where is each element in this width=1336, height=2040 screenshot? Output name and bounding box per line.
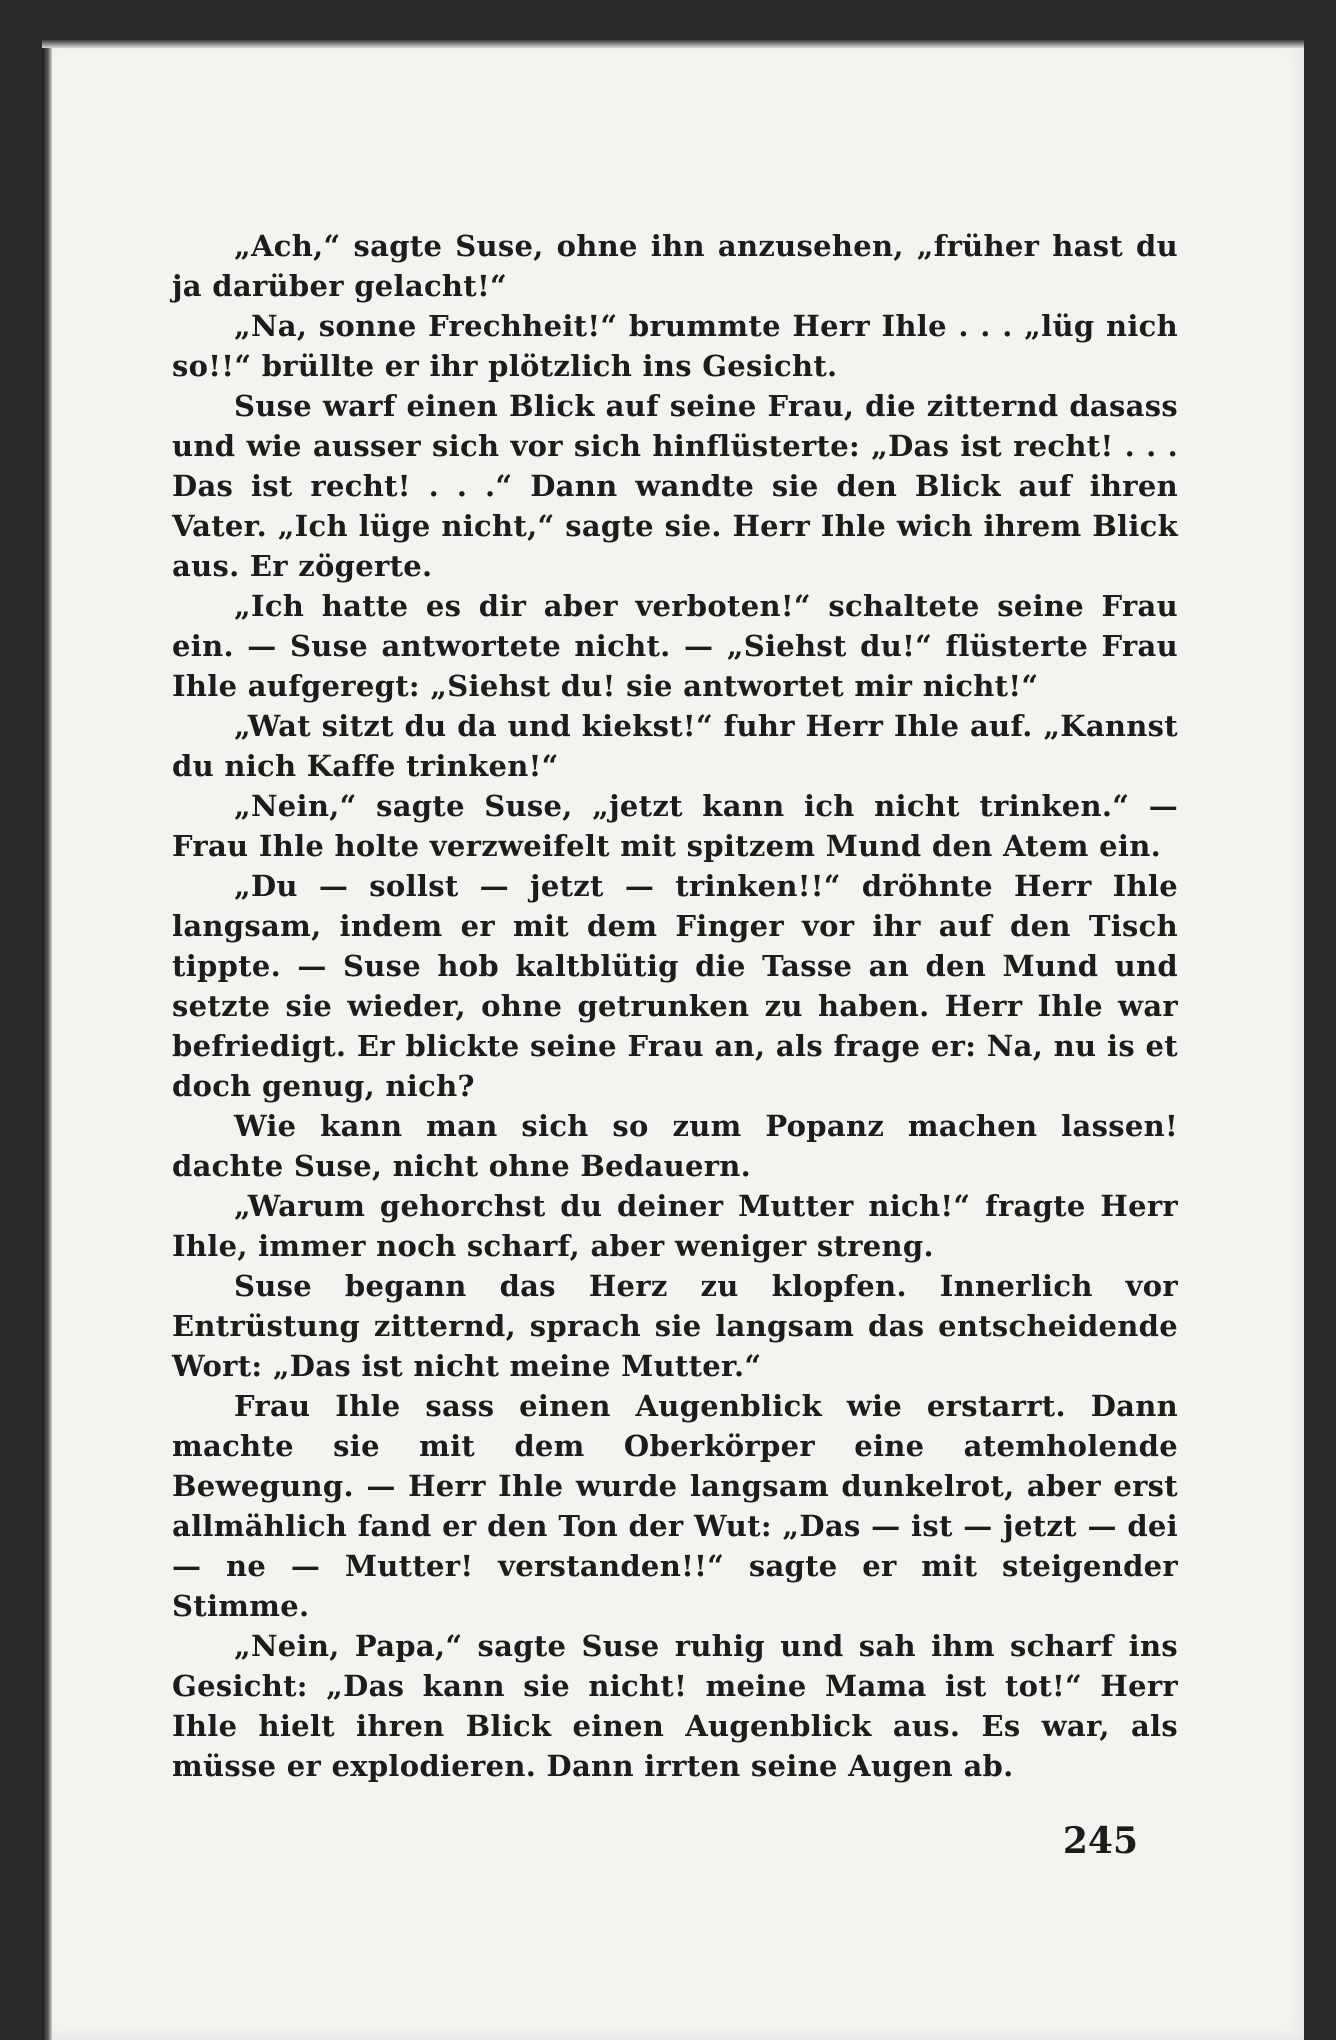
book-page bbox=[42, 40, 1304, 2040]
page-number: 245 bbox=[1062, 1820, 1138, 1862]
body-text bbox=[172, 226, 1178, 1786]
paragraph-5: „Wat sitzt du da und kiekst!“ fuhr Herr Ihle auf. „Kannst du nich Kaffe trinken!“ bbox=[172, 709, 1178, 783]
paragraph-9: „Warum gehorchst du deiner Mutter nich!“ fragte Herr Ihle, immer noch scharf, aber weniger streng. bbox=[172, 1189, 1178, 1263]
paragraph-1: „Ach,“ sagte Suse, ohne ihn anzusehen, „früher hast du ja darüber gelacht!“ bbox=[172, 229, 1178, 303]
book-spine bbox=[42, 40, 52, 2040]
paragraph-4: „Ich hatte es dir aber verboten!“ schaltete seine Frau ein. — Suse antwortete nicht. — „Siehst du!“ flüsterte Frau Ihle aufgeregt: „Siehst du! sie antwortet mir nicht!“ bbox=[172, 589, 1178, 703]
paragraph-3: Suse warf einen Blick auf seine Frau, die zitternd dasass und wie ausser sich vor sich hinflüsterte: „Das ist recht! . . . Das ist recht! . . .“ Dann wandte sie den Blick auf ihren Vater. „Ich lüge nicht,“ sagte sie. Herr Ihle wich ihrem Blick aus. Er zögerte. bbox=[172, 389, 1178, 583]
paragraph-7: „Du — sollst — jetzt — trinken!!“ dröhnte Herr Ihle langsam, indem er mit dem Finger vor ihr auf den Tisch tippte. — Suse hob kaltblütig die Tasse an den Mund und setzte sie wieder, ohne getrunken zu haben. Herr Ihle war befriedigt. Er blickte seine Frau an, als frage er: Na, nu is et doch genug, nich? bbox=[172, 869, 1178, 1103]
paragraph-6: „Nein,“ sagte Suse, „jetzt kann ich nicht trinken.“ — Frau Ihle holte verzweifelt mit spitzem Mund den Atem ein. bbox=[172, 789, 1178, 863]
paragraph-11: Frau Ihle sass einen Augenblick wie erstarrt. Dann machte sie mit dem Oberkörper eine atemholende Bewegung. — Herr Ihle wurde langsam dunkelrot, aber erst allmählich fand er den Ton der Wut: „Das — ist — jetzt — dei — ne — Mutter! verstanden!!“ sagte er mit steigender Stimme. bbox=[172, 1389, 1178, 1623]
paragraph-8: Wie kann man sich so zum Popanz machen lassen! dachte Suse, nicht ohne Bedauern. bbox=[172, 1109, 1178, 1183]
paragraph-10: Suse begann das Herz zu klopfen. Innerlich vor Entrüstung zitternd, sprach sie langsam das entscheidende Wort: „Das ist nicht meine Mutter.“ bbox=[172, 1269, 1178, 1383]
page-top-edge bbox=[42, 40, 1304, 48]
paragraph-12: „Nein, Papa,“ sagte Suse ruhig und sah ihm scharf ins Gesicht: „Das kann sie nicht! meine Mama ist tot!“ Herr Ihle hielt ihren Blick einen Augenblick aus. Es war, als müsse er explodieren. Dann irrten seine Augen ab. bbox=[172, 1629, 1178, 1783]
paragraph-2: „Na, sonne Frechheit!“ brummte Herr Ihle . . . „lüg nich so!!“ brüllte er ihr plötzlich ins Gesicht. bbox=[172, 309, 1178, 383]
